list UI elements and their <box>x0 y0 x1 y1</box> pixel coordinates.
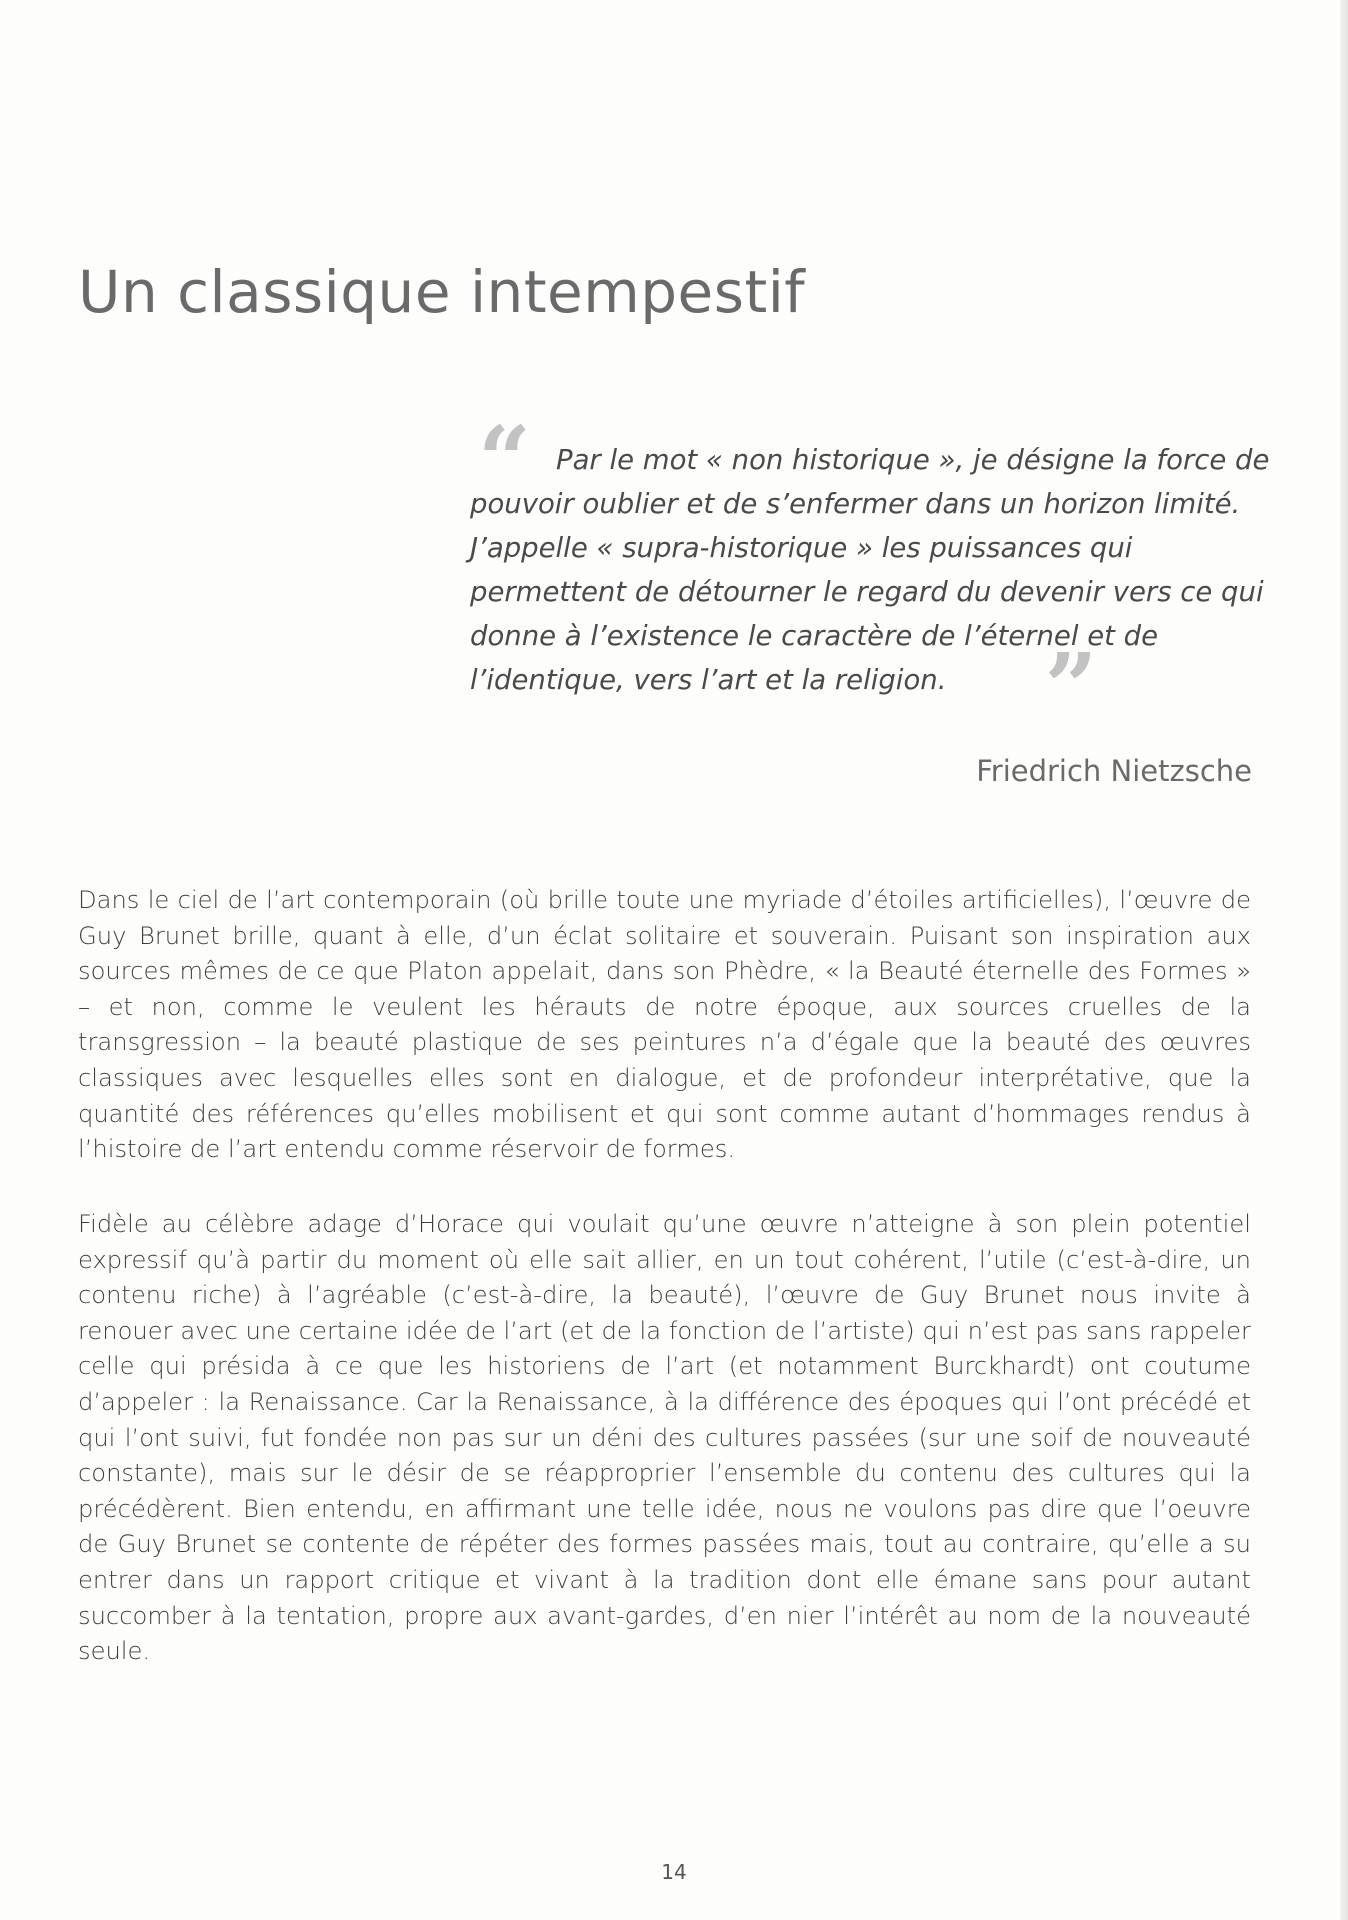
open-quote-mark: “ <box>478 406 531 514</box>
page-title: Un classique intempestif <box>78 258 806 326</box>
quote-paragraph: Par le mot « non historique », je désigne la force de pouvoir oublier et de s’enfermer dans un horizon limité. J’appelle « supra-historique » les puissances qui permettent de détourner le regard du devenir vers ce qui donne à l’existence le caractère de l’éternel et de l’identique, vers l’art et la religion. ” <box>470 444 1270 741</box>
quote-author: Friedrich Nietzsche <box>976 754 1252 788</box>
quote-text: Par le mot « non historique », je désigne la force de pouvoir oublier et de s’enfermer dans un horizon limité. J’appelle « supra-historique » les puissances qui permettent de détourner le regard du devenir vers ce qui donne à l’existence le caractère de l’éternel et de l’identique, vers l’art et la religion. <box>470 444 1270 696</box>
body-paragraph-2: Fidèle au célèbre adage d’Horace qui voulait qu’une œuvre n’atteigne à son plein potentiel expressif qu’à partir du moment où elle sait allier, en un tout cohérent, l’utile (c’est-à-dire, un contenu riche) à l’agréable (c’est-à-dire, la beauté), l’œuvre de Guy Brunet nous invite à renouer avec une certaine idée de l’art (et de la fonction de l’artiste) qui n’est pas sans rappeler celle qui présida à ce que les historiens de l’art (et notamment Burckhardt) ont coutume d’appeler : la Renaissance. Car la Renaissance, à la différence des époques qui l’ont précédé et qui l’ont suivi, fut fondée non pas sur un déni des cultures passées (sur une soif de nouveauté constante), mais sur le désir de se réapproprier l’ensemble du contenu des cultures qui la précédèrent. Bien entendu, en affirmant une telle idée, nous ne voulons pas dire que l’oeuvre de Guy Brunet se contente de répéter des formes passées mais, tout au contraire, qu’elle a su entrer dans un rapport critique et vivant à la tradition dont elle émane sans pour autant succomber à la tentation, propre aux avant-gardes, d’en nier l’intérêt au nom de la nouveauté seule. <box>78 1210 1251 1666</box>
epigraph-quote <box>470 406 1272 741</box>
page-edge <box>1340 0 1348 1920</box>
page-number: 14 <box>661 1860 687 1884</box>
body-paragraph-1: Dans le ciel de l’art contemporain (où brille toute une myriade d’étoiles artificielles), l’œuvre de Guy Brunet brille, quant à elle, d’un éclat solitaire et souverain. Puisant son inspiration aux sources mêmes de ce que Platon appelait, dans son Phèdre, « la Beauté éternelle des Formes » – et non, comme le veulent les hérauts de notre époque, aux sources cruelles de la transgression – la beauté plastique de ses peintures n’a d’égale que la beauté des œuvres classiques avec lesquelles elles sont en dialogue, et de profondeur interprétative, que la quantité des références qu’elles mobilisent et qui sont comme autant d’hommages rendus à l’histoire de l’art entendu comme réservoir de formes. <box>78 886 1251 1164</box>
